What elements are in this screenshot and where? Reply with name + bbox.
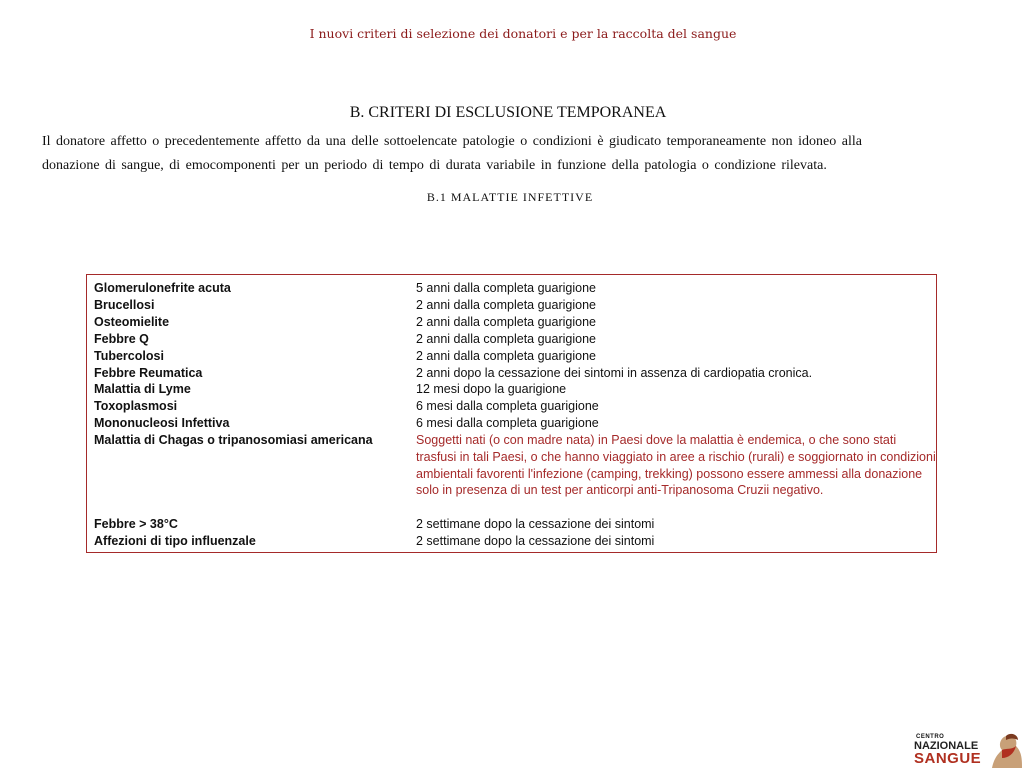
disease-name: Brucellosi <box>94 298 155 312</box>
exclusion-period: 2 anni dalla completa guarigione <box>416 315 596 329</box>
exclusion-period: 12 mesi dopo la guarigione <box>416 382 567 396</box>
logo-text-small: CENTRO <box>916 734 945 740</box>
disease-name: Malattia di Chagas o tripanosomiasi americana <box>94 433 373 447</box>
disease-name: Glomerulonefrite acuta <box>94 281 231 295</box>
disease-name: Malattia di Lyme <box>94 382 191 396</box>
exclusion-period: 6 mesi dalla completa guarigione <box>416 416 599 430</box>
disease-name: Affezioni di tipo influenzale <box>94 534 256 548</box>
intro-line-1: Il donatore affetto o precedentemente affetto da una delle sottoelencate patologie o condizioni è giudicato temporaneamente non idoneo alla <box>42 134 862 149</box>
disease-name: Febbre Reumatica <box>94 366 203 380</box>
disease-name: Febbre Q <box>94 332 149 346</box>
disease-name: Tubercolosi <box>94 349 164 363</box>
exclusion-period: 2 settimane dopo la cessazione dei sintomi <box>416 534 655 548</box>
exclusion-period: 2 anni dalla completa guarigione <box>416 349 596 363</box>
disease-name: Osteomielite <box>94 315 170 329</box>
disease-name: Mononucleosi Infettiva <box>94 416 230 430</box>
centro-nazionale-sangue-logo <box>912 728 1022 768</box>
exclusion-period: 2 anni dalla completa guarigione <box>416 332 596 346</box>
exclusion-period: Soggetti nati (o con madre nata) in Paesi dove la malattia è endemica, o che sono stati trasfusi in tali Paesi, o che hanno viaggiato in aree a rischio (rurali) e soggiornato in condizioni ambientali favorenti l'infezione (camping, trekking) possono essere ammessi alla donazione solo in presenza di un test per anticorpi anti-Tripanosoma Cruzii negativo. <box>416 433 936 498</box>
exclusion-period: 6 mesi dalla completa guarigione <box>416 399 599 413</box>
disease-name: Febbre > 38°C <box>94 517 178 531</box>
intro-paragraph <box>42 130 972 178</box>
subsection-title: B.1 MALATTIE INFETTIVE <box>426 190 594 204</box>
exclusion-period: 2 settimane dopo la cessazione dei sintomi <box>416 517 655 531</box>
exclusion-period: 2 anni dalla completa guarigione <box>416 298 596 312</box>
exclusion-period: 2 anni dopo la cessazione dei sintomi in assenza di cardiopatia cronica. <box>416 366 813 380</box>
disease-name: Toxoplasmosi <box>94 399 178 413</box>
exclusion-period: 5 anni dalla completa guarigione <box>416 281 596 295</box>
logo-text-mid: NAZIONALE <box>914 740 979 752</box>
logo-text-big: SANGUE <box>914 750 982 767</box>
intro-line-2: donazione di sangue, di emocomponenti per un periodo di tempo di durata variabile in funzione della patologia o condizione rilevata. <box>42 158 827 173</box>
logo-figure-icon <box>988 728 1022 768</box>
page-header: I nuovi criteri di selezione dei donatori e per la raccolta del sangue <box>309 26 737 41</box>
section-title: B. CRITERI DI ESCLUSIONE TEMPORANEA <box>349 104 667 121</box>
